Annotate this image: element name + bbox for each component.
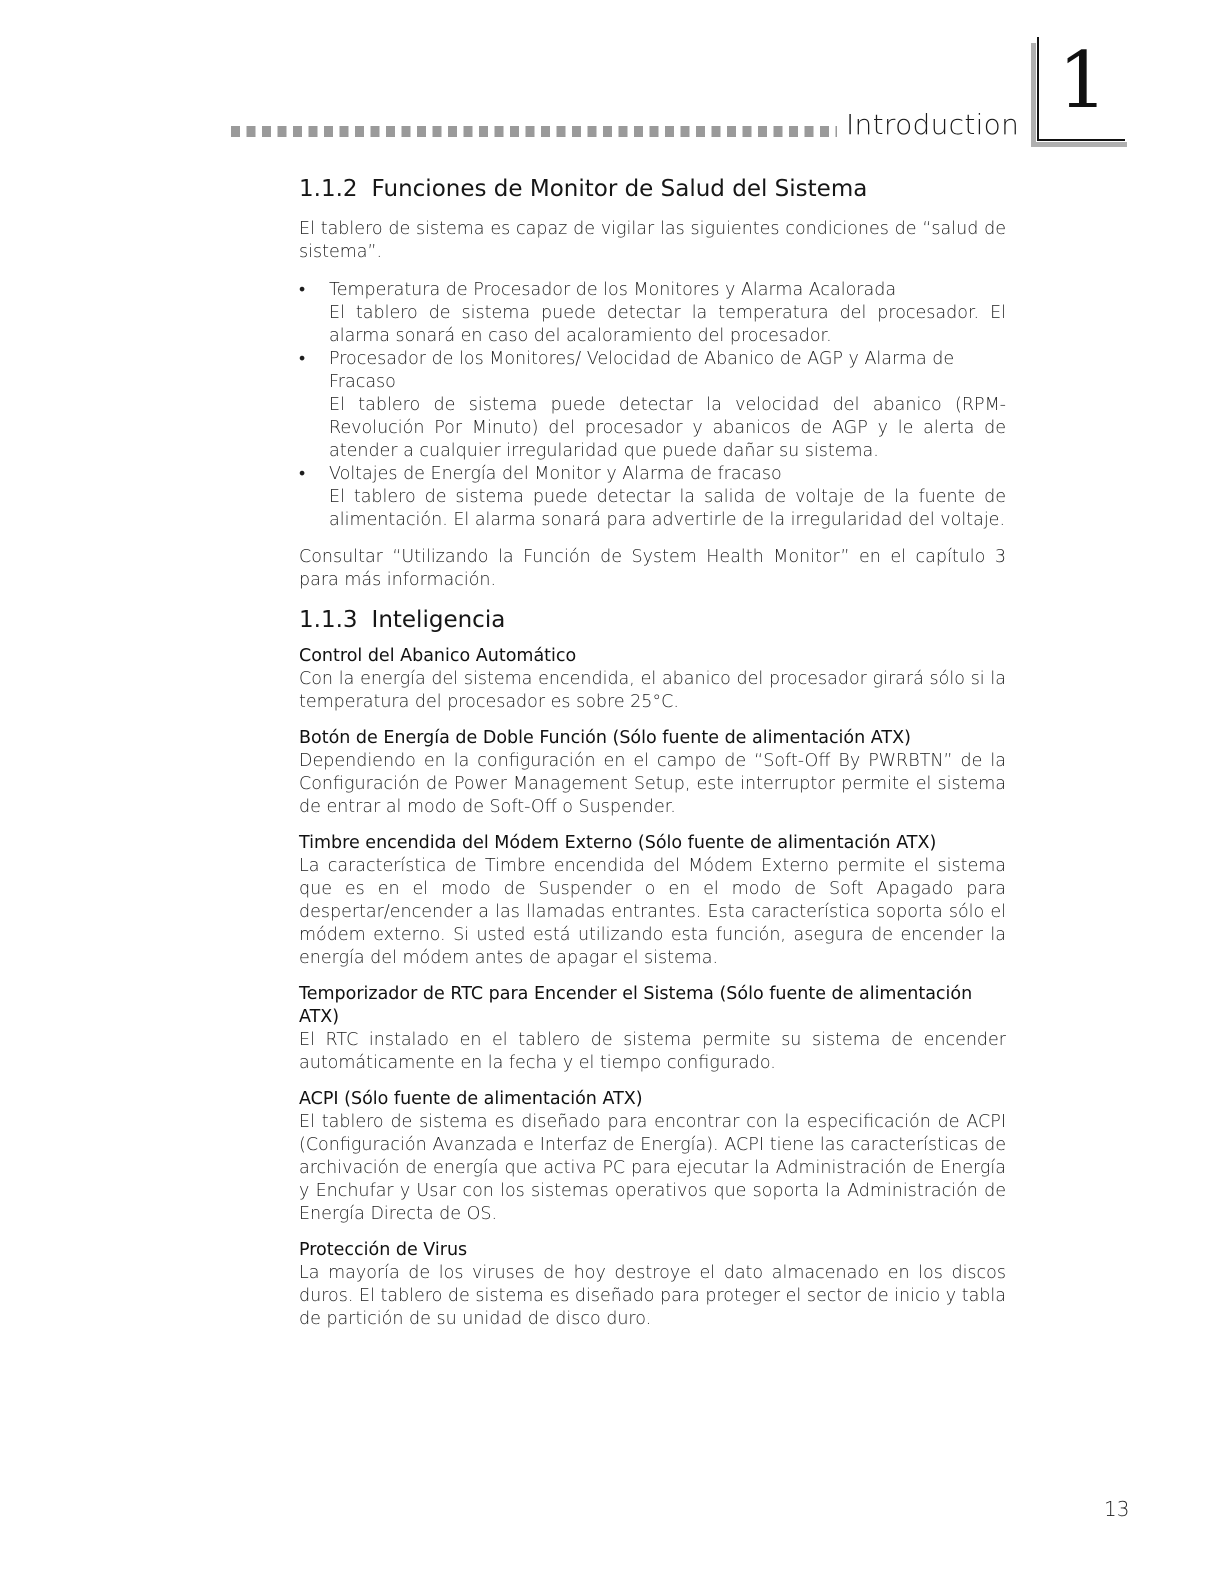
- feature-block: [299, 983, 1006, 1075]
- header-dot-rule: [231, 126, 837, 137]
- section-title: Inteligencia: [371, 607, 506, 633]
- section-heading-1-1-2: [299, 172, 1006, 206]
- bullet-icon: •: [299, 349, 306, 369]
- feature-title: Control del Abanico Automático: [299, 646, 577, 666]
- feature-text: El tablero de sistema es diseñado para encontrar con la especificación de ACPI (Configuración Avanzada e Interfaz de Energía). ACPI tiene las características de archivación de energía que activa PC para ejecutar la Administración de Energía y Enchufar y Usar con los sistemas operativos que soporta la Administración de Energía Directa de OS.: [299, 1112, 1006, 1224]
- list-item: [299, 463, 1006, 532]
- list-item-title: Voltajes de Energía del Monitor y Alarma de fracaso: [329, 464, 782, 484]
- section-title: Funciones de Monitor de Salud del Sistema: [371, 176, 868, 202]
- list-item: [299, 348, 1006, 463]
- list-item-title: Temperatura de Procesador de los Monitores y Alarma Acalorada: [329, 280, 897, 300]
- monitor-feature-list: [299, 279, 1006, 532]
- section-heading-1-1-3: [299, 603, 1006, 637]
- feature-block: [299, 1088, 1006, 1226]
- section-number: 1.1.3: [299, 607, 358, 633]
- feature-text: Con la energía del sistema encendida, el abanico del procesador girará sólo si la temperatura del procesador es sobre 25°C.: [299, 669, 1006, 712]
- feature-title: Timbre encendida del Módem Externo (Sólo fuente de alimentación ATX): [299, 833, 937, 853]
- feature-block: [299, 727, 1006, 819]
- feature-block: [299, 832, 1006, 970]
- list-item-title: Procesador de los Monitores/ Velocidad de Abanico de AGP y Alarma de Fracaso: [329, 349, 955, 392]
- feature-block: [299, 1239, 1006, 1331]
- list-item: [299, 279, 1006, 348]
- feature-text: El RTC instalado en el tablero de sistema permite su sistema de encender automáticamente en la fecha y el tiempo configurado.: [299, 1030, 1006, 1073]
- section-number: 1.1.2: [299, 176, 358, 202]
- feature-title: ACPI (Sólo fuente de alimentación ATX): [299, 1089, 643, 1109]
- reference-note: Consultar “Utilizando la Función de System Health Monitor” en el capítulo 3 para más información.: [299, 547, 1006, 590]
- bullet-icon: •: [299, 280, 306, 300]
- feature-text: Dependiendo en la configuración en el campo de “Soft-Off By PWRBTN” de la Configuración de Power Management Setup, este interruptor permite el sistema de entrar al modo de Soft-Off o Suspender.: [299, 751, 1006, 817]
- bullet-icon: •: [299, 464, 306, 484]
- section-intro-paragraph: El tablero de sistema es capaz de vigilar las siguientes condiciones de “salud de sistema”.: [299, 219, 1006, 262]
- page-number: 13: [1104, 1497, 1130, 1521]
- feature-block: [299, 645, 1006, 714]
- feature-text: La característica de Timbre encendida del Módem Externo permite el sistema que es en el modo de Suspender o en el modo de Soft Apagado para despertar/encender a las llamadas entrantes. Esta característica soporta sólo el módem externo. Si usted está utilizando esta función, asegura de encender la energía del módem antes de apagar el sistema.: [299, 856, 1006, 968]
- feature-title: Botón de Energía de Doble Función (Sólo fuente de alimentación ATX): [299, 728, 911, 748]
- chapter-number: 1: [1058, 36, 1108, 126]
- list-item-text: El tablero de sistema puede detectar la temperatura del procesador. El alarma sonará en caso del acaloramiento del procesador.: [329, 303, 1006, 346]
- chapter-title: Introduction: [846, 108, 1020, 141]
- feature-text: La mayoría de los viruses de hoy destroye el dato almacenado en los discos duros. El tablero de sistema es diseñado para proteger el sector de inicio y tabla de partición de su unidad de disco duro.: [299, 1263, 1006, 1329]
- list-item-text: El tablero de sistema puede detectar la salida de voltaje de la fuente de alimentación. El alarma sonará para advertirle de la irregularidad del voltaje.: [329, 487, 1006, 530]
- feature-title: Temporizador de RTC para Encender el Sistema (Sólo fuente de alimentación ATX): [299, 984, 973, 1027]
- feature-title: Protección de Virus: [299, 1240, 468, 1260]
- page-content: [299, 172, 1006, 1331]
- list-item-text: El tablero de sistema puede detectar la velocidad del abanico (RPM-Revolución Por Minuto) del procesador y abanicos de AGP y le alerta de atender a cualquier irregularidad que puede dañar su sistema.: [329, 395, 1006, 461]
